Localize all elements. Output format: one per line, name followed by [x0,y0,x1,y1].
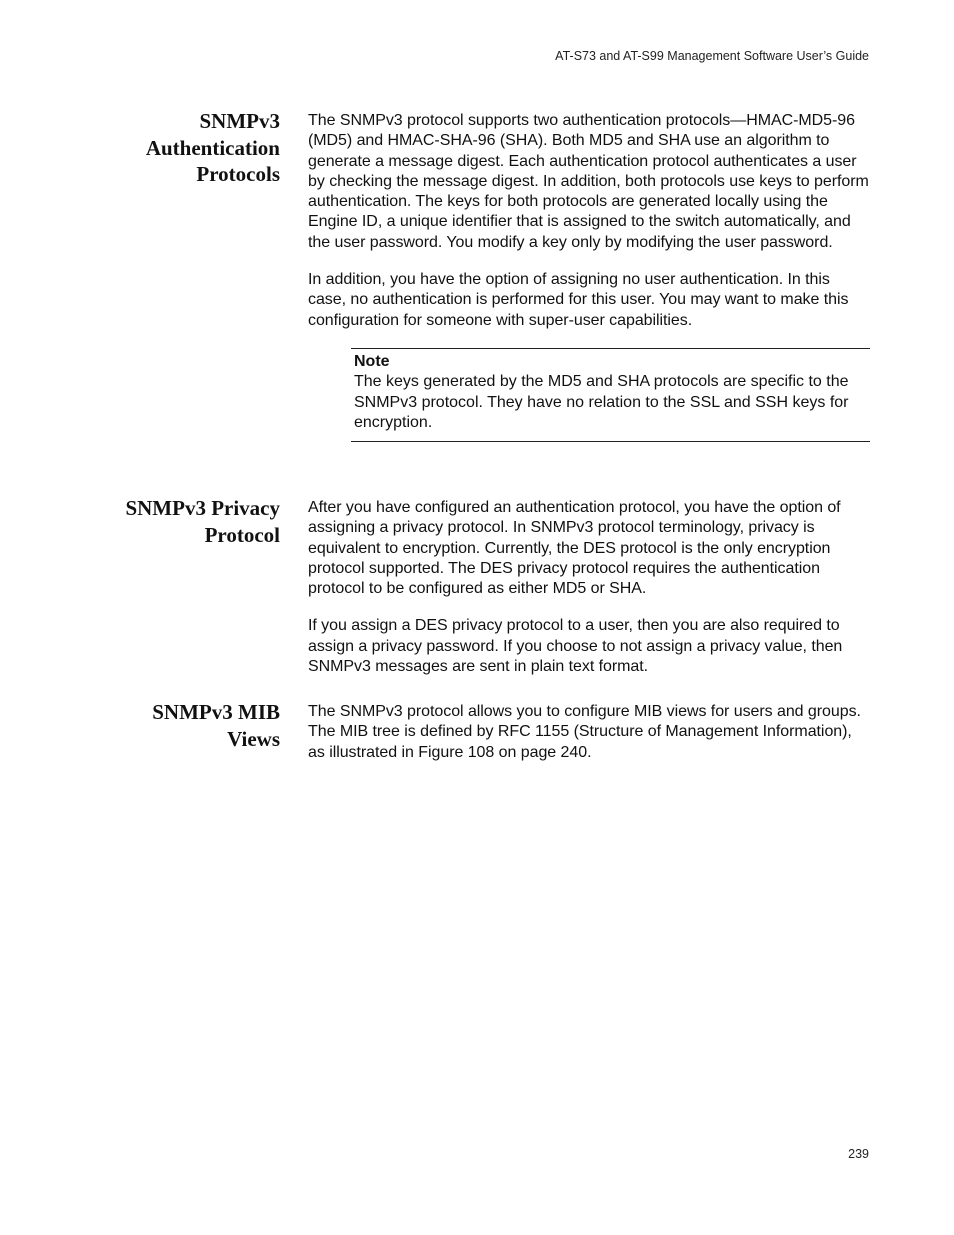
section-heading-mib-views: SNMPv3 MIB Views [152,700,280,751]
running-header: AT-S73 and AT-S99 Management Software User’s Guide [555,49,869,63]
section-body-mib-views [308,702,870,780]
section-heading-privacy: SNMPv3 Privacy Protocol [125,496,280,547]
paragraph-authentication-2: In addition, you have the option of assigning no user authentication. In this case, no authentication is performed for this user. You may want to make this configuration for someone with super-user capabilities. [308,271,849,329]
paragraph-mib-views-1: The SNMPv3 protocol allows you to configure MIB views for users and groups. The MIB tree is defined by RFC 1155 (Structure of Management Information), as illustrated in Figure 108 on page 240. [308,703,861,761]
paragraph-privacy-2: If you assign a DES privacy protocol to a user, then you are also required to assign a privacy password. If you choose to not assign a privacy value, then SNMPv3 messages are sent in plain text format. [308,617,843,676]
note-box [351,348,870,442]
paragraph-privacy-1: After you have configured an authentication protocol, you have the option of assigning a privacy protocol. In SNMPv3 protocol terminology, privacy is equivalent to encryption. Currently, the DES protocol is the only encryption protocol supported. The DES privacy protocol requires the authentication protocol to be configured as either MD5 or SHA. [308,499,841,598]
page-number: 239 [848,1147,869,1161]
section-body-privacy [308,498,870,694]
section-body-authentication [308,111,870,442]
section-heading-authentication: SNMPv3 Authentication Protocols [145,109,280,186]
paragraph-authentication-1: The SNMPv3 protocol supports two authentication protocols—HMAC-MD5-96 (MD5) and HMAC-SHA-96 (SHA). Both MD5 and SHA use an algorithm to generate a message digest. Each authentication protocol authenticates a user by checking the message digest. In addition, both protocols use keys to perform authentication. The keys for both protocols are generated locally using the Engine ID, a unique identifier that is assigned to the switch automatically, and the user password. You modify a key only by modifying the user password. [308,112,869,251]
note-text: The keys generated by the MD5 and SHA protocols are specific to the SNMPv3 protocol. They have no relation to the SSL and SSH keys for encryption. [354,373,849,431]
note-label: Note [354,352,390,370]
